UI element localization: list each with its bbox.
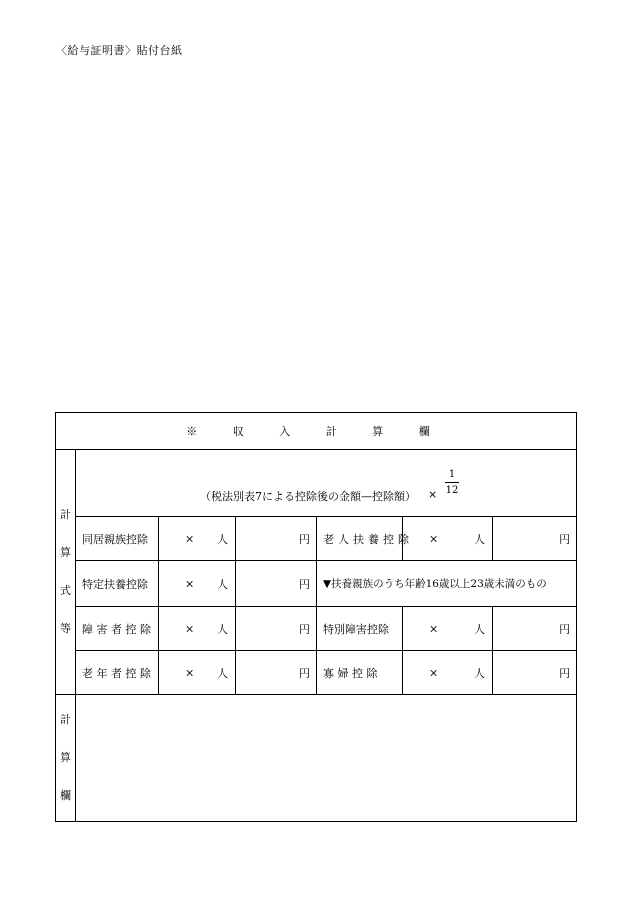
specific-dependent-note: ▼扶養親族のうち年齢16歳以上23歳未満のもの (317, 561, 577, 607)
formula-row (76, 450, 577, 517)
yen-unit: 円 (299, 532, 310, 546)
times-sign: × (429, 622, 439, 635)
side-char: 式 (60, 584, 71, 597)
table-row (56, 607, 577, 651)
times-sign: × (185, 666, 195, 679)
fraction-denominator: 12 (445, 485, 459, 496)
fraction (444, 468, 460, 497)
table-row (56, 561, 577, 607)
yen-unit: 円 (559, 622, 571, 636)
deduction-label: 老人扶養控除 (317, 517, 403, 561)
times-sign: × (185, 577, 195, 590)
count-field[interactable] (403, 651, 493, 695)
times-sign: × (185, 622, 195, 635)
formula-text: （税法別表7による控除後の金額—控除額） (200, 490, 416, 503)
yen-unit: 円 (299, 622, 310, 636)
table-title: ※ 収 入 計 算 欄 (56, 413, 577, 450)
side-char: 計 (60, 713, 71, 726)
count-field[interactable] (159, 561, 236, 607)
deduction-label: 老 年 者 控 除 (76, 651, 159, 695)
yen-unit: 円 (299, 666, 310, 680)
person-unit: 人 (474, 532, 485, 546)
income-calculation-table (55, 412, 577, 822)
count-field[interactable] (159, 517, 236, 561)
fraction-bar (445, 482, 459, 483)
amount-field[interactable] (236, 607, 317, 651)
count-field[interactable] (403, 517, 493, 561)
side-char: 等 (60, 622, 71, 635)
amount-field[interactable] (236, 517, 317, 561)
table-row (56, 651, 577, 695)
side-char: 算 (60, 546, 71, 559)
amount-field[interactable] (236, 651, 317, 695)
deduction-label: 寡 婦 控 除 (317, 651, 403, 695)
person-unit: 人 (217, 577, 228, 591)
side-char: 欄 (60, 789, 71, 802)
deduction-label: 特別障害控除 (317, 607, 403, 651)
amount-field[interactable] (493, 607, 577, 651)
times-sign: × (429, 666, 439, 679)
side-char: 計 (60, 508, 71, 521)
side-label-calculation (56, 695, 76, 822)
person-unit: 人 (217, 532, 228, 546)
amount-field[interactable] (236, 561, 317, 607)
deduction-label: 障 害 者 控 除 (76, 607, 159, 651)
calculation-area[interactable] (76, 695, 577, 822)
document-title: 〈給与証明書〉貼付台紙 (56, 44, 183, 57)
person-unit: 人 (217, 622, 228, 636)
yen-unit: 円 (559, 532, 571, 546)
person-unit: 人 (474, 622, 485, 636)
times-sign: × (185, 532, 195, 545)
side-char: 算 (60, 751, 71, 764)
person-unit: 人 (217, 666, 228, 680)
count-field[interactable] (403, 607, 493, 651)
yen-unit: 円 (559, 666, 571, 680)
yen-unit: 円 (299, 577, 310, 591)
side-label-formula (56, 450, 76, 695)
deduction-label: 同居親族控除 (76, 517, 159, 561)
fraction-numerator: 1 (448, 469, 456, 480)
deduction-label: 特定扶養控除 (76, 561, 159, 607)
count-field[interactable] (159, 607, 236, 651)
person-unit: 人 (474, 666, 485, 680)
table-row (56, 517, 577, 561)
times-sign: × (429, 532, 439, 545)
amount-field[interactable] (493, 517, 577, 561)
count-field[interactable] (159, 651, 236, 695)
amount-field[interactable] (493, 651, 577, 695)
formula-times: × (428, 488, 438, 501)
